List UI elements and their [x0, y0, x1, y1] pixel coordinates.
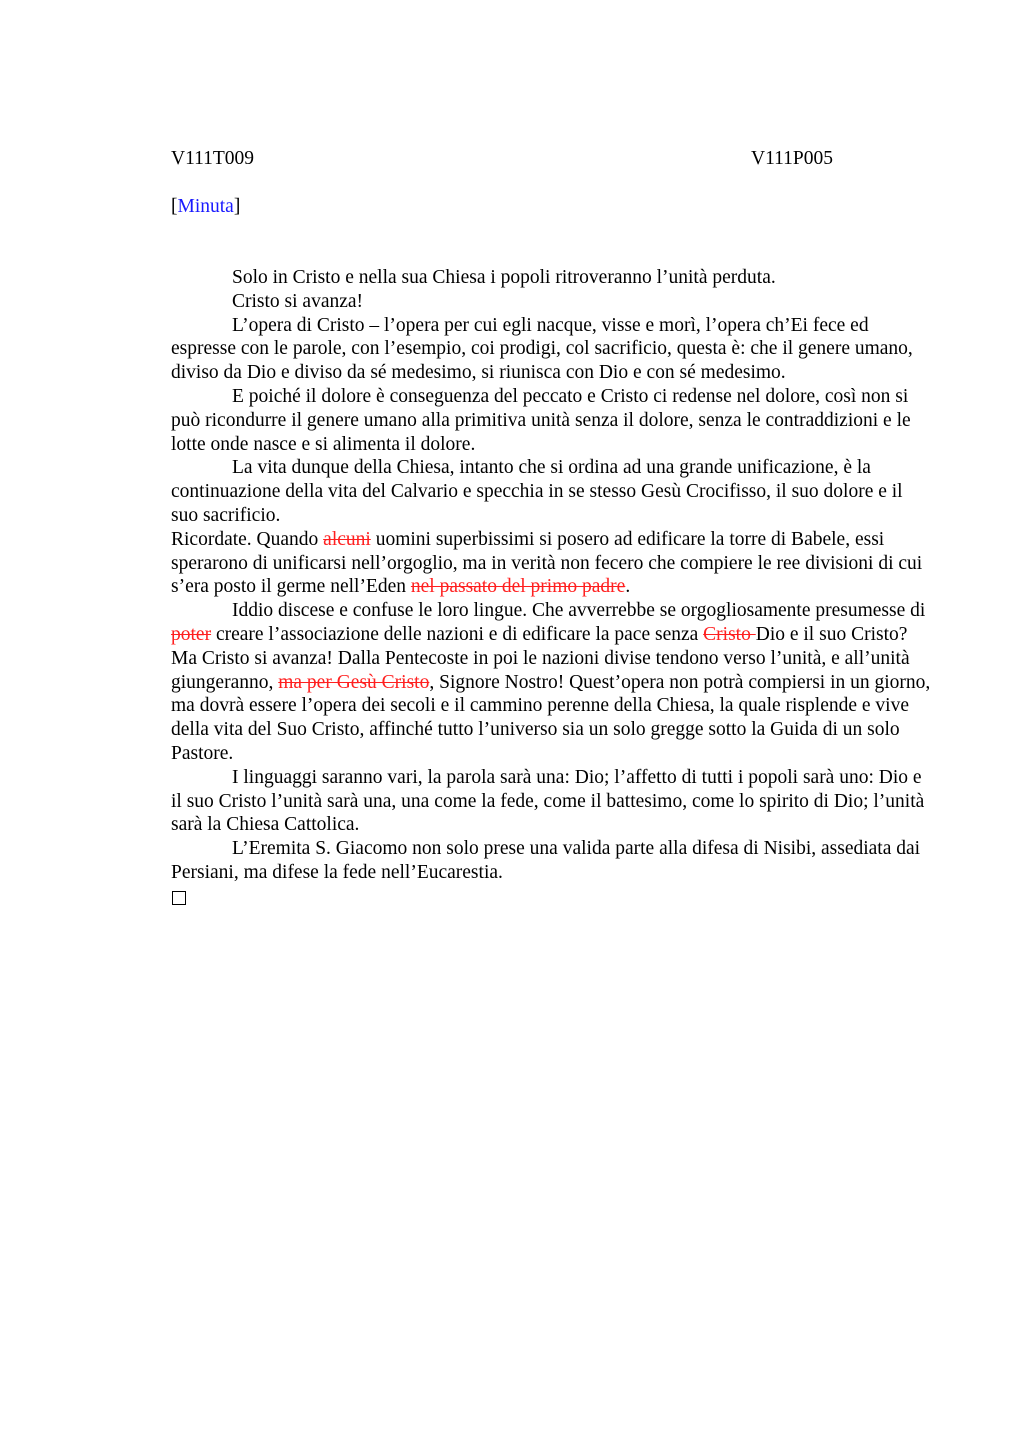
paragraph-3: L’opera di Cristo – l’opera per cui egli nacque, visse e morì, l’opera ch’Ei fece ed espresse con le parole, con l’esempio, coi prodigi, col sacrificio, questa è: che il genere umano, diviso da Dio e diviso da sé medesimo, si riunisca con Dio e con sé medesimo. — [171, 314, 913, 384]
paragraph-2: Cristo si avanza! — [232, 290, 364, 312]
paragraph-1: Solo in Cristo e nella sua Chiesa i popoli ritroveranno l’unità perduta. — [232, 267, 776, 288]
minuta-bracket-close: ] — [233, 196, 241, 217]
deleted-phrase: nel passato del primo padre — [410, 576, 626, 598]
document-page — [171, 145, 931, 912]
paragraph-4: E poiché il dolore è conseguenza del peccato e Cristo ci redense nel dolore, così non si può ricondurre il genere umano alla primitiva unità senza il dolore, senza le contraddizioni e le lotte onde nasce e si alimenta il dolore. — [171, 385, 911, 455]
paragraph-6 — [171, 528, 931, 599]
minuta-link[interactable]: Minuta — [177, 196, 234, 217]
paragraph-7-text-2: creare l’associazione delle nazioni e di edificare la pace senza — [211, 623, 704, 645]
document-header — [171, 145, 931, 173]
document-code-right: V111P005 — [751, 148, 833, 169]
paragraph-5: La vita dunque della Chiesa, intanto che si ordina ad una grande unificazione, è la continuazione della vita del Calvario e specchia in se stesso Gesù Crocifisso, il suo dolore e il suo sacrificio. — [171, 457, 903, 526]
paragraph-7-text-1: Iddio discese e confuse le loro lingue. Che avverrebbe se orgogliosamente presumesse di — [232, 600, 926, 622]
paragraph-6-text-3: . — [625, 576, 631, 598]
minuta-heading — [171, 193, 931, 221]
paragraph-7-text-4: , Signore Nostro! Quest’opera non potrà compiersi in un giorno, ma dovrà essere l’opera dei secoli e il cammino perenne della Chiesa, la quale risplende e vive della vita del Suo Cristo, affinché tutto l’universo sia un solo gregge sotto la Guida di un solo Pastore. — [171, 671, 931, 764]
deleted-word: alcuni — [323, 528, 371, 550]
paragraph-7-text-3: Dio e il suo Cristo? Ma Cristo si avanza! Dalla Pentecoste in poi le nazioni divise tendono verso l’unità, e all’unità giungeranno, — [171, 623, 910, 693]
paragraph-6-text-2: uomini superbissimi si posero ad edificare la torre di Babele, essi sperarono di unificarsi nell’orgoglio, ma in verità non fecero che compiere le ree divisioni di cui s’era posto il germe nell’Eden — [171, 528, 923, 598]
deleted-word: poter — [171, 623, 212, 645]
deleted-phrase: ma per Gesù Cristo — [278, 671, 430, 693]
paragraph-6-text-1: Ricordate. Quando — [171, 528, 324, 550]
document-body — [171, 266, 931, 912]
end-marker — [171, 885, 931, 912]
paragraph-8: I linguaggi saranno vari, la parola sarà una: Dio; l’affetto di tutti i popoli sarà uno: Dio e il suo Cristo l’unità sarà una, una come la fede, come il battesimo, come lo spirito di Dio; l’unità sarà la Chiesa Cattolica. — [171, 766, 925, 836]
paragraph-7 — [171, 599, 931, 766]
deleted-word: Cristo — [703, 623, 756, 645]
paragraph-9: L’Eremita S. Giacomo non solo prese una valida parte alla difesa di Nisibi, assediata dai Persiani, ma difese la fede nell’Eucarestia. — [171, 838, 921, 883]
empty-square-icon — [172, 891, 186, 905]
document-code-left: V111T009 — [171, 148, 255, 169]
minuta-bracket-open: [ — [171, 196, 178, 217]
